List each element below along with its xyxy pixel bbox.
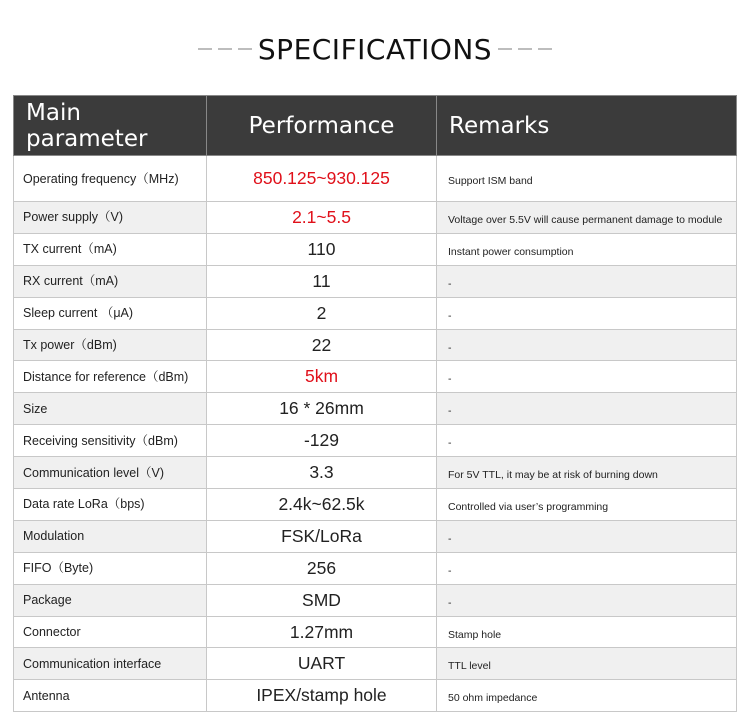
table-row xyxy=(14,393,737,425)
param-cell: Power supply（V) xyxy=(14,202,207,234)
param-cell: Distance for reference（dBm) xyxy=(14,361,207,393)
param-cell: FIFO（Byte) xyxy=(14,552,207,584)
title-bar xyxy=(0,28,750,70)
value-cell: 1.27mm xyxy=(207,616,437,648)
remark-cell: Voltage over 5.5V will cause permanent damage to module xyxy=(437,202,737,234)
value-cell: 22 xyxy=(207,329,437,361)
param-cell: Data rate LoRa（bps) xyxy=(14,489,207,521)
header-remarks: Remarks xyxy=(437,96,737,156)
table-row xyxy=(14,489,737,521)
param-cell: TX current（mA) xyxy=(14,233,207,265)
param-cell: Sleep current （μA) xyxy=(14,297,207,329)
value-cell: 11 xyxy=(207,265,437,297)
remark-cell: Instant power consumption xyxy=(437,233,737,265)
value-cell: 16 * 26mm xyxy=(207,393,437,425)
param-cell: Modulation xyxy=(14,520,207,552)
param-cell: Size xyxy=(14,393,207,425)
remark-cell: - xyxy=(437,329,737,361)
remark-cell: TTL level xyxy=(437,648,737,680)
param-cell: Receiving sensitivity（dBm) xyxy=(14,425,207,457)
spec-table-header xyxy=(14,96,737,156)
spec-table xyxy=(13,95,737,712)
value-cell: SMD xyxy=(207,584,437,616)
title-right-dashes xyxy=(498,48,552,50)
value-cell: 2.4k~62.5k xyxy=(207,489,437,521)
value-cell: UART xyxy=(207,648,437,680)
title-left-dashes xyxy=(198,48,252,50)
value-cell: 3.3 xyxy=(207,457,437,489)
param-cell: RX current（mA) xyxy=(14,265,207,297)
remark-cell: Support ISM band xyxy=(437,156,737,202)
value-cell: 256 xyxy=(207,552,437,584)
value-cell: -129 xyxy=(207,425,437,457)
table-row xyxy=(14,265,737,297)
remark-cell: - xyxy=(437,393,737,425)
page-title: SPECIFICATIONS xyxy=(257,32,493,66)
header-main-parameter: Main parameter xyxy=(14,96,207,156)
remark-cell: - xyxy=(437,584,737,616)
table-row xyxy=(14,584,737,616)
table-row xyxy=(14,297,737,329)
table-row xyxy=(14,520,737,552)
param-cell: Communication level（V) xyxy=(14,457,207,489)
value-cell: 2.1~5.5 xyxy=(207,202,437,234)
table-row xyxy=(14,457,737,489)
value-cell: 5km xyxy=(207,361,437,393)
remark-cell: Stamp hole xyxy=(437,616,737,648)
table-row xyxy=(14,233,737,265)
remark-cell: - xyxy=(437,297,737,329)
param-cell: Package xyxy=(14,584,207,616)
table-row xyxy=(14,156,737,202)
value-cell: IPEX/stamp hole xyxy=(207,680,437,712)
table-row xyxy=(14,361,737,393)
remark-cell: - xyxy=(437,361,737,393)
remark-cell: - xyxy=(437,265,737,297)
param-cell: Tx power（dBm) xyxy=(14,329,207,361)
remark-cell: For 5V TTL, it may be at risk of burning down xyxy=(437,457,737,489)
value-cell: 110 xyxy=(207,233,437,265)
remark-cell: Controlled via user’s programming xyxy=(437,489,737,521)
remark-cell: - xyxy=(437,552,737,584)
param-cell: Communication interface xyxy=(14,648,207,680)
table-row xyxy=(14,329,737,361)
table-row xyxy=(14,552,737,584)
remark-cell: - xyxy=(437,425,737,457)
header-performance: Performance xyxy=(207,96,437,156)
value-cell: 850.125~930.125 xyxy=(207,156,437,202)
table-row xyxy=(14,202,737,234)
value-cell: 2 xyxy=(207,297,437,329)
value-cell: FSK/LoRa xyxy=(207,520,437,552)
remark-cell: - xyxy=(437,520,737,552)
param-cell: Connector xyxy=(14,616,207,648)
table-row xyxy=(14,648,737,680)
table-row xyxy=(14,425,737,457)
table-row xyxy=(14,616,737,648)
table-row xyxy=(14,680,737,712)
param-cell: Operating frequency（MHz) xyxy=(14,156,207,202)
remark-cell: 50 ohm impedance xyxy=(437,680,737,712)
param-cell: Antenna xyxy=(14,680,207,712)
